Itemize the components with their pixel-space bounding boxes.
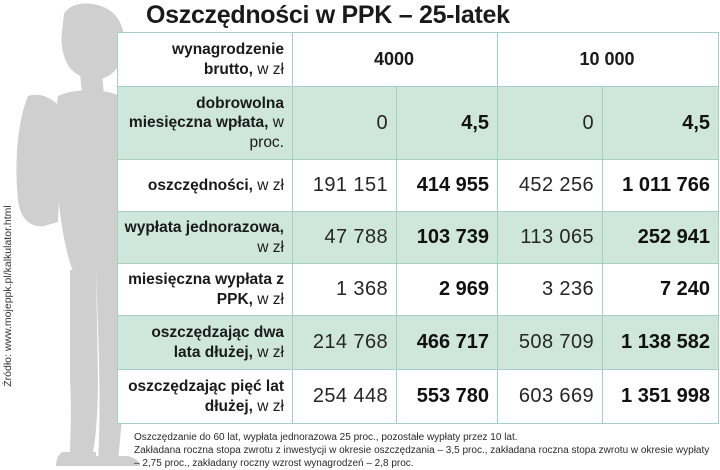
row-label: [118, 212, 293, 264]
cell-value-highlight: 4,5: [397, 87, 498, 160]
savings-table: [117, 32, 719, 424]
table-row: [118, 316, 719, 370]
cell-value-highlight: 1 351 998: [603, 370, 719, 424]
table-row: [118, 87, 719, 160]
row-label-text: oszczędzając pięć lat dłużej,: [128, 378, 284, 415]
footnotes: [134, 432, 714, 470]
table-row: [118, 212, 719, 264]
table-row: [118, 264, 719, 316]
cell-value: 113 065: [498, 212, 603, 264]
row-label: [118, 316, 293, 370]
cell-value: 214 768: [293, 316, 397, 370]
row-label-text: oszczędzając dwa lata dłużej,: [151, 324, 284, 361]
cell-value: 603 669: [498, 370, 603, 424]
cell-value-highlight: 4,5: [603, 87, 719, 160]
salary-4000-header: 4000: [293, 33, 498, 87]
row-unit: w proc.: [249, 114, 284, 151]
row-unit: w zł: [257, 290, 284, 308]
cell-value: 3 236: [498, 264, 603, 316]
salary-10000-header: 10 000: [498, 33, 719, 87]
infographic-title: Oszczędności w PPK – 25-latek: [146, 1, 510, 29]
table-row: [118, 370, 719, 424]
row-unit: w zł: [257, 343, 284, 361]
row-label: [118, 87, 293, 160]
cell-value-highlight: 414 955: [397, 160, 498, 212]
row-label-text: oszczędności,: [147, 176, 253, 194]
cell-value: 452 256: [498, 160, 603, 212]
cell-value: 47 788: [293, 212, 397, 264]
cell-value-highlight: 1 011 766: [603, 160, 719, 212]
header-label-cell: [118, 33, 293, 87]
cell-value-highlight: 252 941: [603, 212, 719, 264]
cell-value-highlight: 553 780: [397, 370, 498, 424]
header-unit: w zł: [257, 60, 284, 78]
row-label-text: miesięczna wypłata z PPK,: [128, 271, 284, 308]
source-caption: Źródło: www.mojeppk.pl/kalkulator.html: [2, 205, 14, 387]
table-row: [118, 160, 719, 212]
cell-value: 0: [498, 87, 603, 160]
row-label: [118, 264, 293, 316]
footnote-line: Zakładana roczna stopa zwrotu z inwestycji w okresie oszczędzania – 3,5 proc., zakładana roczna stopa zwrotu w okresie wypłaty – 2,75 proc., zakładany roczny wzrost wynagrodzeń – 2,8 proc.: [134, 444, 710, 469]
header-label: wynagrodzenie brutto,: [172, 41, 284, 78]
row-label-text: dobrowolna miesięczna wpłata,: [128, 94, 284, 132]
cell-value-highlight: 1 138 582: [603, 316, 719, 370]
row-unit: w zł: [257, 176, 284, 194]
cell-value-highlight: 103 739: [397, 212, 498, 264]
row-unit: w zł: [257, 397, 284, 415]
cell-value-highlight: 466 717: [397, 316, 498, 370]
cell-value-highlight: 2 969: [397, 264, 498, 316]
cell-value-highlight: 7 240: [603, 264, 719, 316]
row-unit: w zł: [257, 238, 284, 256]
cell-value: 1 368: [293, 264, 397, 316]
cell-value: 254 448: [293, 370, 397, 424]
cell-value: 0: [293, 87, 397, 160]
row-label: [118, 370, 293, 424]
cell-value: 508 709: [498, 316, 603, 370]
header-row: [118, 33, 719, 87]
footnote-line: Oszczędzanie do 60 lat, wypłata jednorazowa 25 proc., pozostałe wypłaty przez 10 lat.: [134, 432, 518, 443]
cell-value: 191 151: [293, 160, 397, 212]
row-label-text: wypłata jednorazowa,: [124, 219, 284, 237]
row-label: [118, 160, 293, 212]
